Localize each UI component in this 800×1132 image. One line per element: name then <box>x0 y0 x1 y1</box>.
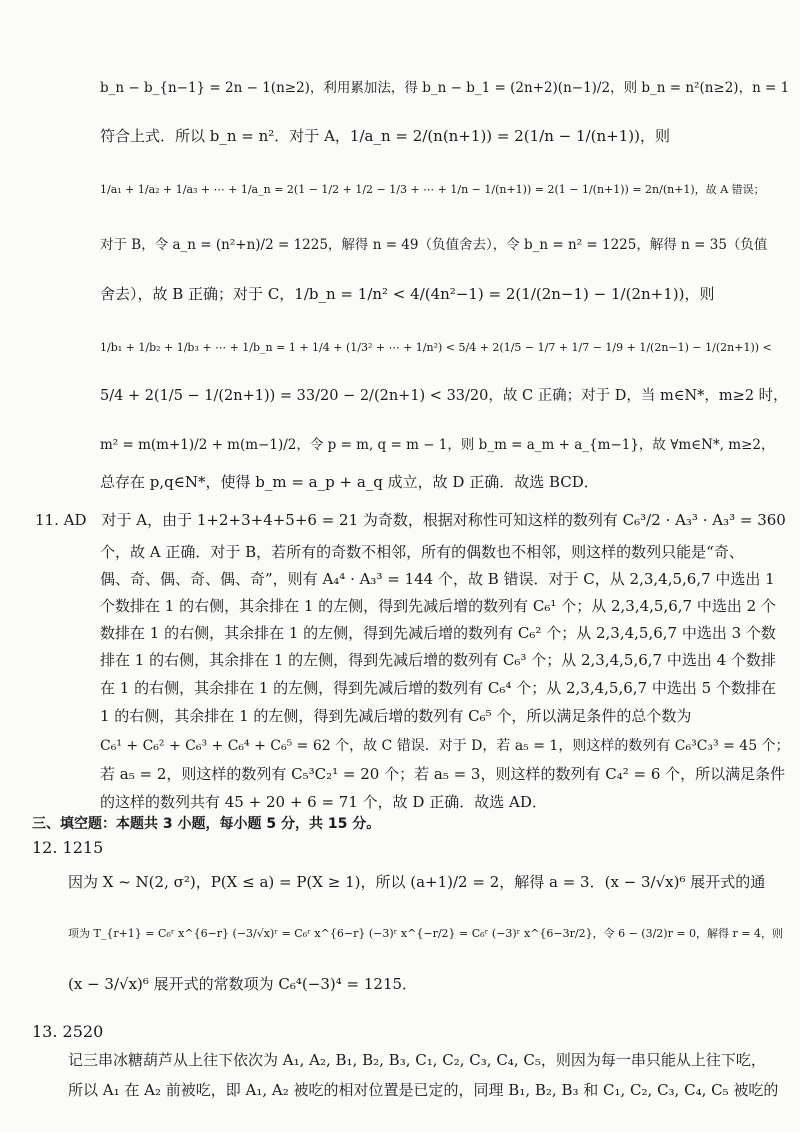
text-line: 对于 B，令 a_n = (n²+n)/2 = 1225，解得 n = 49（负值舍去），令 b_n = n² = 1225，解得 n = 35（负值 <box>100 237 768 253</box>
text-line: 项为 T_{r+1} = C₆ʳ x^{6−r} (−3/√x)ʳ = C₆ʳ x^{6−r} (−3)ʳ x^{−r/2} = C₆ʳ (−3)ʳ x^{6−3r/2}，令 6 − (3/2)r = 0，解得 r = 4，则 <box>68 927 784 940</box>
text-line: 在 1 的右侧，其余排在 1 的左侧，得到先减后增的数列有 C₆⁴ 个；从 2,3,4,5,6,7 中选出 5 个数排在 <box>100 679 776 697</box>
text-line: b_n − b_{n−1} = 2n − 1(n≥2)，利用累加法，得 b_n − b_1 = (2n+2)(n−1)/2，则 b_n = n²(n≥2)，n = 1 <box>100 80 790 96</box>
text-line: 因为 X ~ N(2, σ²)，P(X ≤ a) = P(X ≥ 1)，所以 (a+1)/2 = 2，解得 a = 3．(x − 3/√x)⁶ 展开式的通 <box>68 873 766 891</box>
text-line: 舍去），故 B 正确；对于 C，1/b_n = 1/n² < 4/(4n²−1) = 2(1/(2n−1) − 1/(2n+1))，则 <box>100 285 715 303</box>
text-line: 个数排在 1 的右侧，其余排在 1 的左侧，得到先减后增的数列有 C₆¹ 个；从 2,3,4,5,6,7 中选出 2 个 <box>100 597 776 615</box>
text-line: 所以 A₁ 在 A₂ 前被吃，即 A₁, A₂ 被吃的相对位置是已定的，同理 B₁, B₂, B₃ 和 C₁, C₂, C₃, C₄, C₅ 被吃的 <box>68 1081 779 1099</box>
text-line: C₆¹ + C₆² + C₆³ + C₆⁴ + C₆⁵ = 62 个，故 C 错误．对于 D，若 a₅ = 1，则这样的数列有 C₆³C₃³ = 45 个； <box>100 738 790 754</box>
text-line: 个，故 A 正确．对于 B，若所有的奇数不相邻，所有的偶数也不相邻，则这样的数列只能是“奇、 <box>100 543 744 561</box>
text-line: 偶、奇、偶、奇、偶、奇”，则有 A₄⁴ · A₃³ = 144 个，故 B 错误．对于 C，从 2,3,4,5,6,7 中选出 1 <box>100 570 775 588</box>
question-11-answer: 11. AD 对于 A，由于 1+2+3+4+5+6 = 21 为奇数，根据对称性可知这样的数列有 C₆³/2 · A₃³ · A₃³ = 360 <box>35 511 786 529</box>
text-line: (x − 3/√x)⁶ 展开式的常数项为 C₆⁴(−3)⁴ = 1215． <box>68 975 418 993</box>
text-line: 1/b₁ + 1/b₂ + 1/b₃ + ⋯ + 1/b_n = 1 + 1/4 + (1/3² + ⋯ + 1/n²) < 5/4 + 2(1/5 − 1/7 + 1/7 − 1/9 + 1/(2n−1) − 1/(2n+1)) < <box>100 341 772 354</box>
text-line: 若 a₅ = 2，则这样的数列有 C₅³C₂¹ = 20 个；若 a₅ = 3，则这样的数列有 C₄² = 6 个，所以满足条件 <box>100 765 786 783</box>
question-13-answer: 13. 2520 <box>32 1022 104 1041</box>
text-line: 1/a₁ + 1/a₂ + 1/a₃ + ⋯ + 1/a_n = 2(1 − 1/2 + 1/2 − 1/3 + ⋯ + 1/n − 1/(n+1)) = 2(1 − 1/(n+1)) = 2n/(n+1)，故 A 错误； <box>100 183 765 196</box>
text-line: 排在 1 的右侧，其余排在 1 的左侧，得到先减后增的数列有 C₆³ 个；从 2,3,4,5,6,7 中选出 4 个数排 <box>100 651 776 669</box>
text-line: 的这样的数列共有 45 + 20 + 6 = 71 个，故 D 正确．故选 AD． <box>100 793 547 811</box>
text-line: 总存在 p,q∈N*，使得 b_m = a_p + a_q 成立，故 D 正确．故选 BCD． <box>100 473 599 491</box>
section-heading: 三、填空题：本题共 3 小题，每小题 5 分，共 15 分。 <box>32 816 381 832</box>
question-12-answer: 12. 1215 <box>32 838 104 857</box>
text-line: 5/4 + 2(1/5 − 1/(2n+1)) = 33/20 − 2/(2n+1) < 33/20，故 C 正确；对于 D，当 m∈N*，m≥2 时， <box>100 388 788 404</box>
text-line: 记三串冰糖葫芦从上往下依次为 A₁, A₂, B₁, B₂, B₃, C₁, C₂, C₃, C₄, C₅，则因为每一串只能从上往下吃， <box>68 1051 766 1069</box>
text-line: 数排在 1 的右侧，其余排在 1 的左侧，得到先减后增的数列有 C₆² 个；从 2,3,4,5,6,7 中选出 3 个数 <box>100 624 776 642</box>
text-line: m² = m(m+1)/2 + m(m−1)/2，令 p = m, q = m − 1，则 b_m = a_m + a_{m−1}，故 ∀m∈N*, m≥2， <box>100 437 775 453</box>
text-line: 符合上式．所以 b_n = n²．对于 A，1/a_n = 2/(n(n+1)) = 2(1/n − 1/(n+1))，则 <box>100 127 670 145</box>
text-line: 1 的右侧，其余排在 1 的左侧，得到先减后增的数列有 C₆⁵ 个，所以满足条件的总个数为 <box>100 707 692 725</box>
